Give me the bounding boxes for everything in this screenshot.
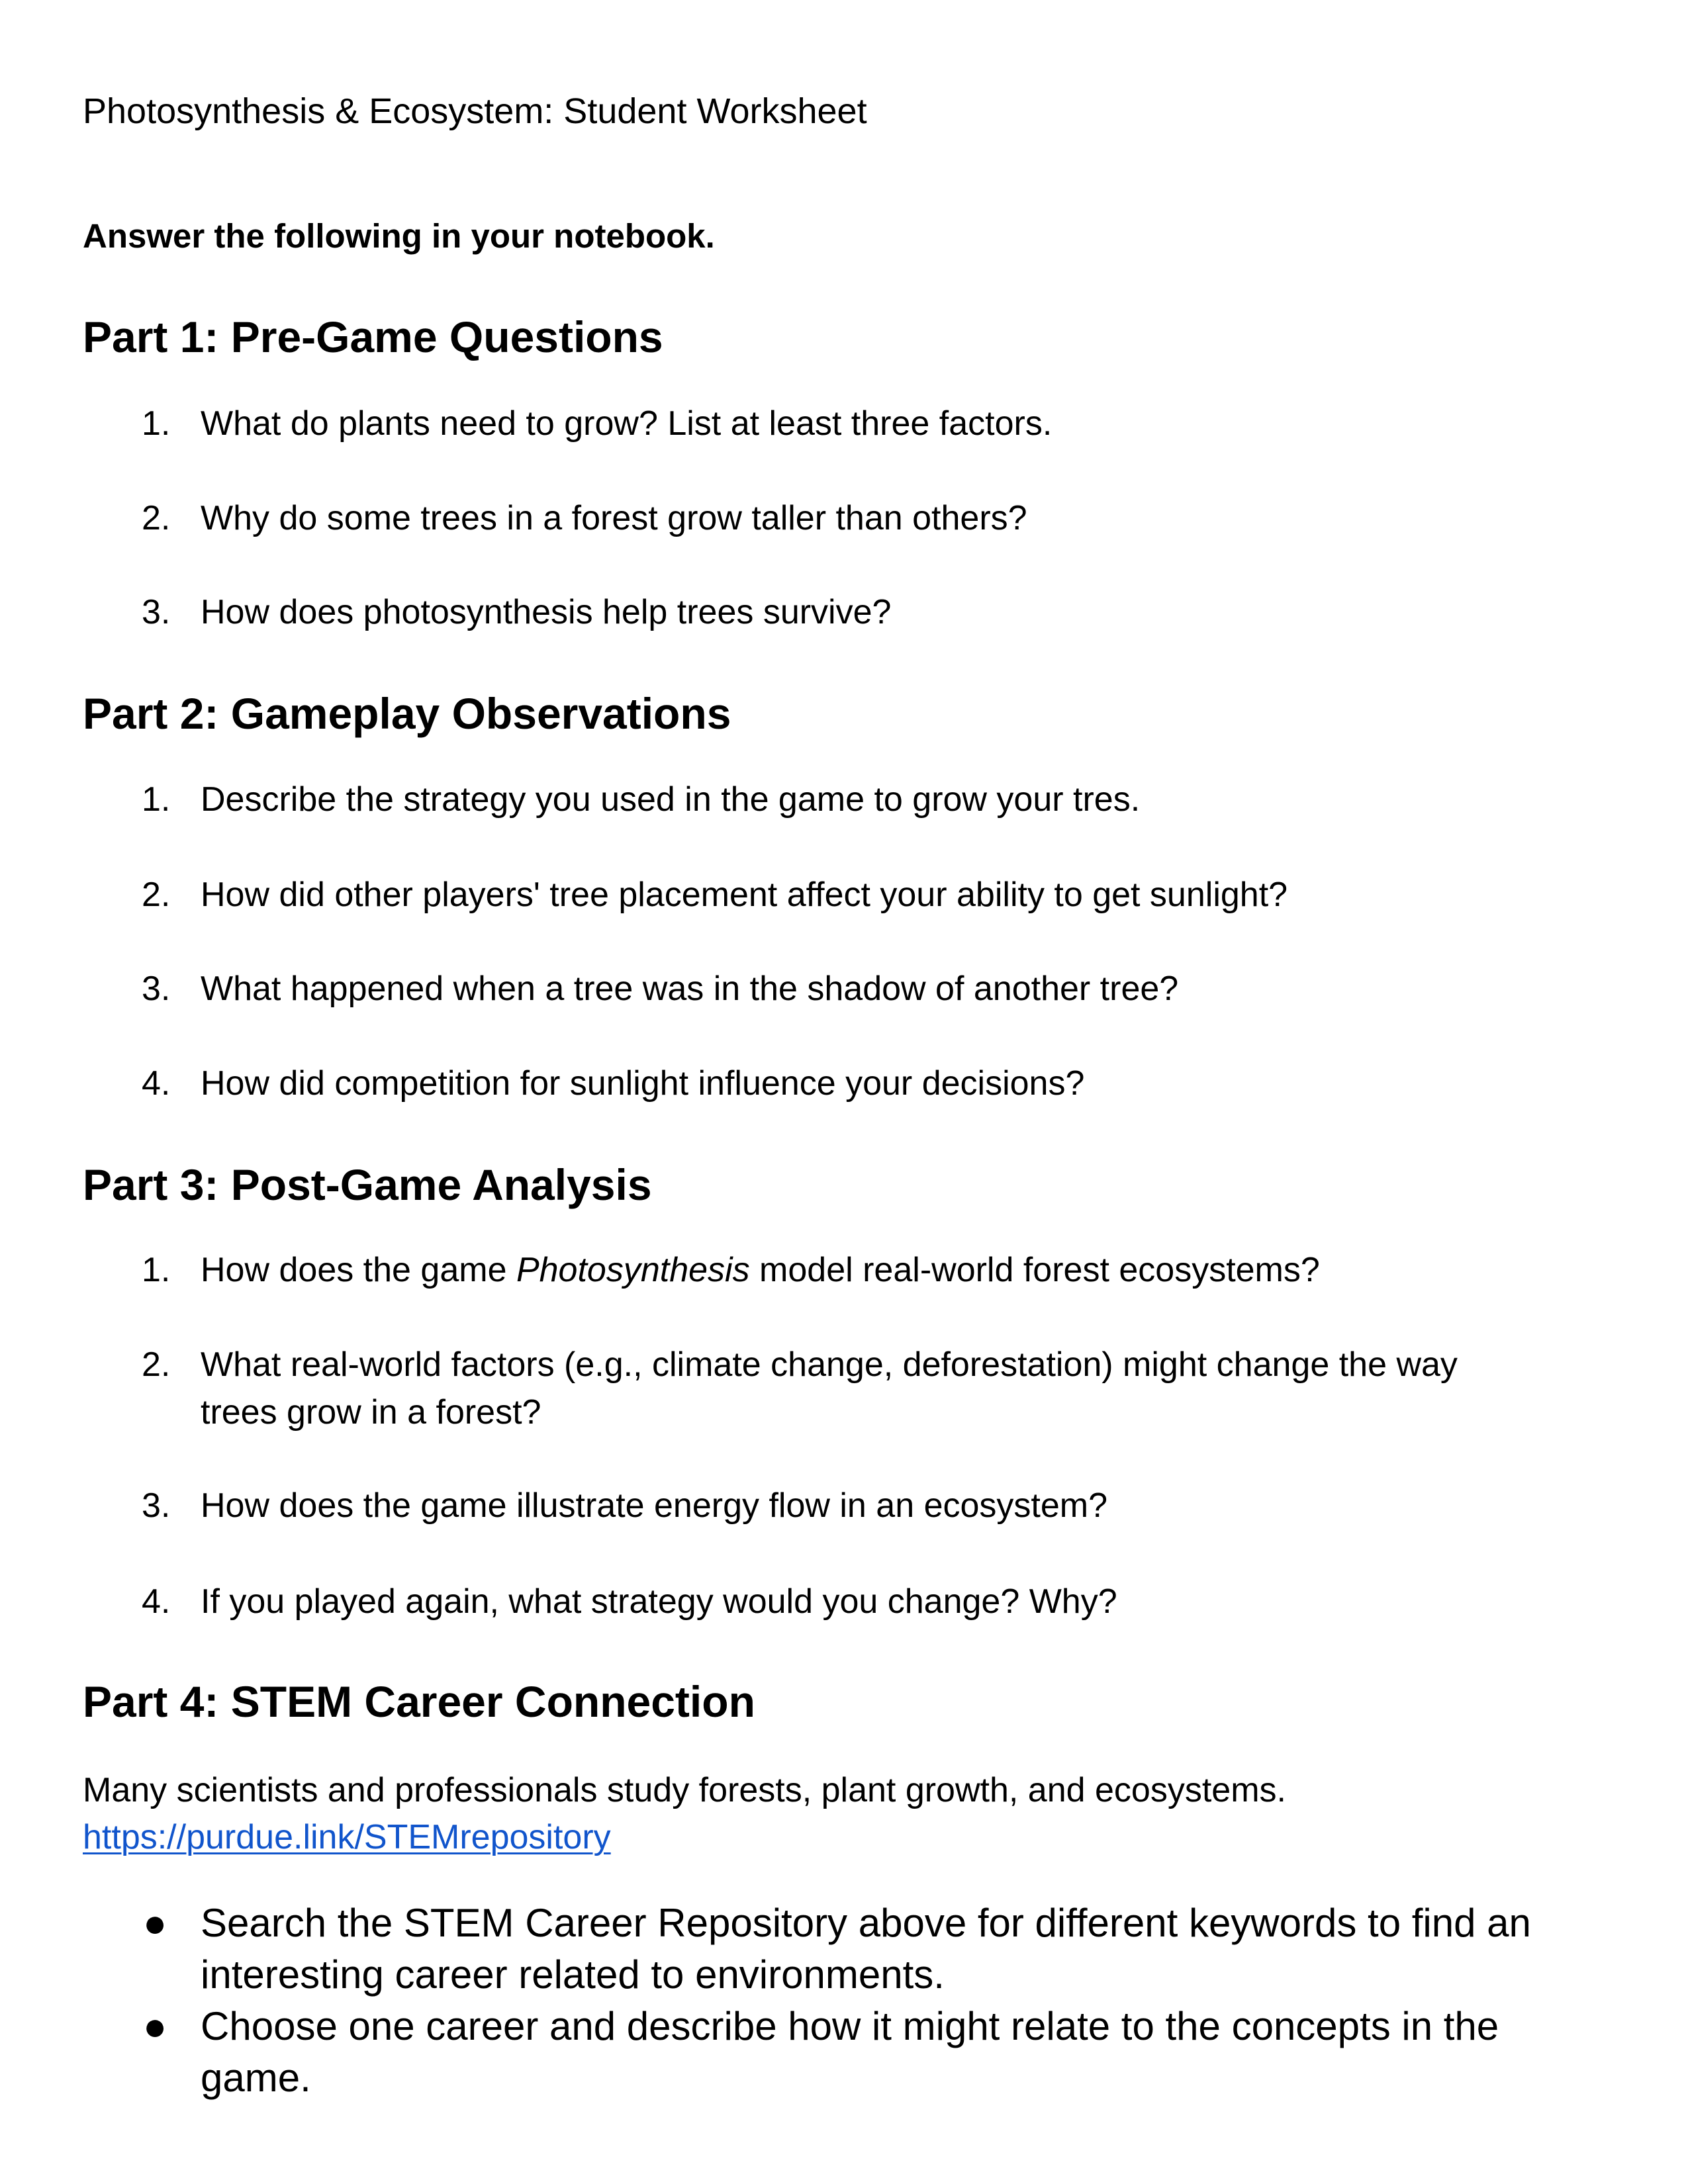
question-text: How does photosynthesis help trees survive? [201,593,892,631]
question-text: How did other players' tree placement affect your ability to get sunlight? [201,876,1288,914]
question-text: What happened when a tree was in the shadow of another tree? [201,970,1179,1008]
question-number: 2. [142,499,171,537]
question-text: How did competition for sunlight influence your decisions? [201,1064,1085,1103]
question-number: 4. [142,1064,171,1103]
question-text: How does the game Photosynthesis model real-world forest ecosystems? [201,1251,1320,1289]
question-text: Describe the strategy you used in the game to grow your tres. [201,780,1141,819]
question-number: 1. [142,404,171,443]
question-text: How does the game illustrate energy flow in an ecosystem? [201,1486,1108,1525]
question-text: Why do some trees in a forest grow taller than others? [201,499,1027,537]
question-number: 3. [142,970,171,1008]
question-number: 2. [142,876,171,914]
question-number: 1. [142,1251,171,1289]
part-4-heading: Part 4: STEM Career Connection [83,1677,755,1726]
bullet-icon: ● [143,2004,167,2048]
question-number: 4. [142,1582,171,1621]
question-text: If you played again, what strategy would you change? Why? [201,1582,1117,1621]
career-intro-paragraph: Many scientists and professionals study forests, plant growth, and ecosystems. [83,1771,1286,1809]
instructions: Answer the following in your notebook. [83,217,715,255]
part-2-heading: Part 2: Gameplay Observations [83,689,731,738]
bullet-text: Choose one career and describe how it might relate to the concepts in the game. [201,2004,1499,2100]
question-number: 3. [142,593,171,631]
question-text: What real-world factors (e.g., climate change, deforestation) might change the way trees grow in a forest? [201,1345,1458,1432]
part-1-heading: Part 1: Pre-Game Questions [83,312,663,361]
stem-repository-link[interactable]: https://purdue.link/STEMrepository [83,1818,611,1856]
question-number: 3. [142,1486,171,1525]
bullet-text: Search the STEM Career Repository above for different keywords to find an interesting career related to environments. [201,1901,1531,1997]
document-title: Photosynthesis & Ecosystem: Student Worksheet [83,91,867,131]
part-3-heading: Part 3: Post-Game Analysis [83,1160,652,1209]
question-number: 1. [142,780,171,819]
game-title: Photosynthesis [516,1251,750,1289]
question-number: 2. [142,1345,171,1384]
question-text: What do plants need to grow? List at least three factors. [201,404,1053,443]
bullet-icon: ● [143,1901,167,1945]
